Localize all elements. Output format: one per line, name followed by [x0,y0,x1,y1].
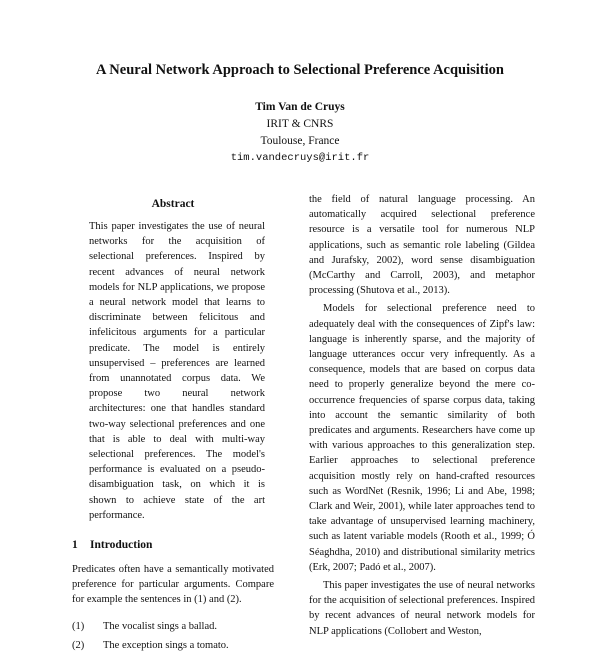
author-name: Tim Van de Cruys [255,101,345,113]
paper-title: A Neural Network Approach to Selectional Preference Acquisition [96,62,504,78]
section-heading-introduction [72,537,274,553]
example-sentence: The exception sings a tomato. [103,639,229,651]
example-number: (1) [72,620,85,632]
author-location: Toulouse, France [260,135,340,147]
intro-paragraph: Predicates often have a semantically motivated preference for particular arguments. Compare for example the sentences in (1) and (2). [72,564,274,606]
abstract-text: This paper investigates the use of neural networks for the acquisition of selectional preferences. Inspired by recent advances of neural network models for NLP applications, we propose a neural network model that learns to discriminate between felicitous and infelicitous arguments for a particular predicate. The model is entirely unsupervised – preferences are learned from unannotated corpus data. We propose two neural network architectures: one that handles standard two-way selectional preferences and one that is able to deal with multi-way selectional preferences. The model's performance is evaluated on a pseudo-disambiguation task, on which it is shown to achieve state of the art performance. [89,221,265,521]
example-sentence: The vocalist sings a ballad. [103,620,218,632]
body-paragraph: This paper investigates the use of neural networks for the acquisition of selectional preferences. Inspired by recent advances of neural network models for NLP applications (Collobert and Weston, [309,580,535,637]
section-number: 1 [72,539,78,552]
right-column [309,192,535,639]
author-block [0,99,600,167]
body-paragraph: Models for selectional preference need to adequately deal with the consequences of Zipf's law: language is inherently sparse, and the majority of language utterances occur very infrequently. As a consequence, models that are based on corpus data need to properly generalize beyond the mere co-occurrence frequencies of sparse corpus data, taking into account the semantic similarity of both predicates and arguments. Researchers have come up with various approaches to this generalization step. Earlier approaches to selectional preference acquisition mostly rely on hand-crafted resources such as WordNet (Resnik, 1996; Li and Abe, 1998; Clark and Weir, 2001), while later approaches tend to take advantage of unsupervised learning machinery, such as latent variable models (Rooth et al., 1999; Ó Séaghdha, 2010) and distributional similarity metrics (Erk, 2007; Padó et al., 2007). [309,303,535,573]
body-paragraph: the field of natural language processing. An automatically acquired selectional preference resource is a versatile tool for numerous NLP applications, such as semantic role labeling (Gildea and Jurafsky, 2002), word sense disambiguation (McCarthy and Carroll, 2003), and metaphor processing (Shutova et al., 2013). [309,194,535,297]
example-item [72,617,274,636]
example-list [72,617,274,655]
left-column [72,196,274,655]
example-item [72,636,274,655]
example-number: (2) [72,639,85,651]
author-affiliation: IRIT & CNRS [266,118,334,130]
abstract-heading: Abstract [151,198,195,210]
author-email: tim.vandecruys@irit.fr [230,152,370,164]
section-title: Introduction [90,539,153,552]
